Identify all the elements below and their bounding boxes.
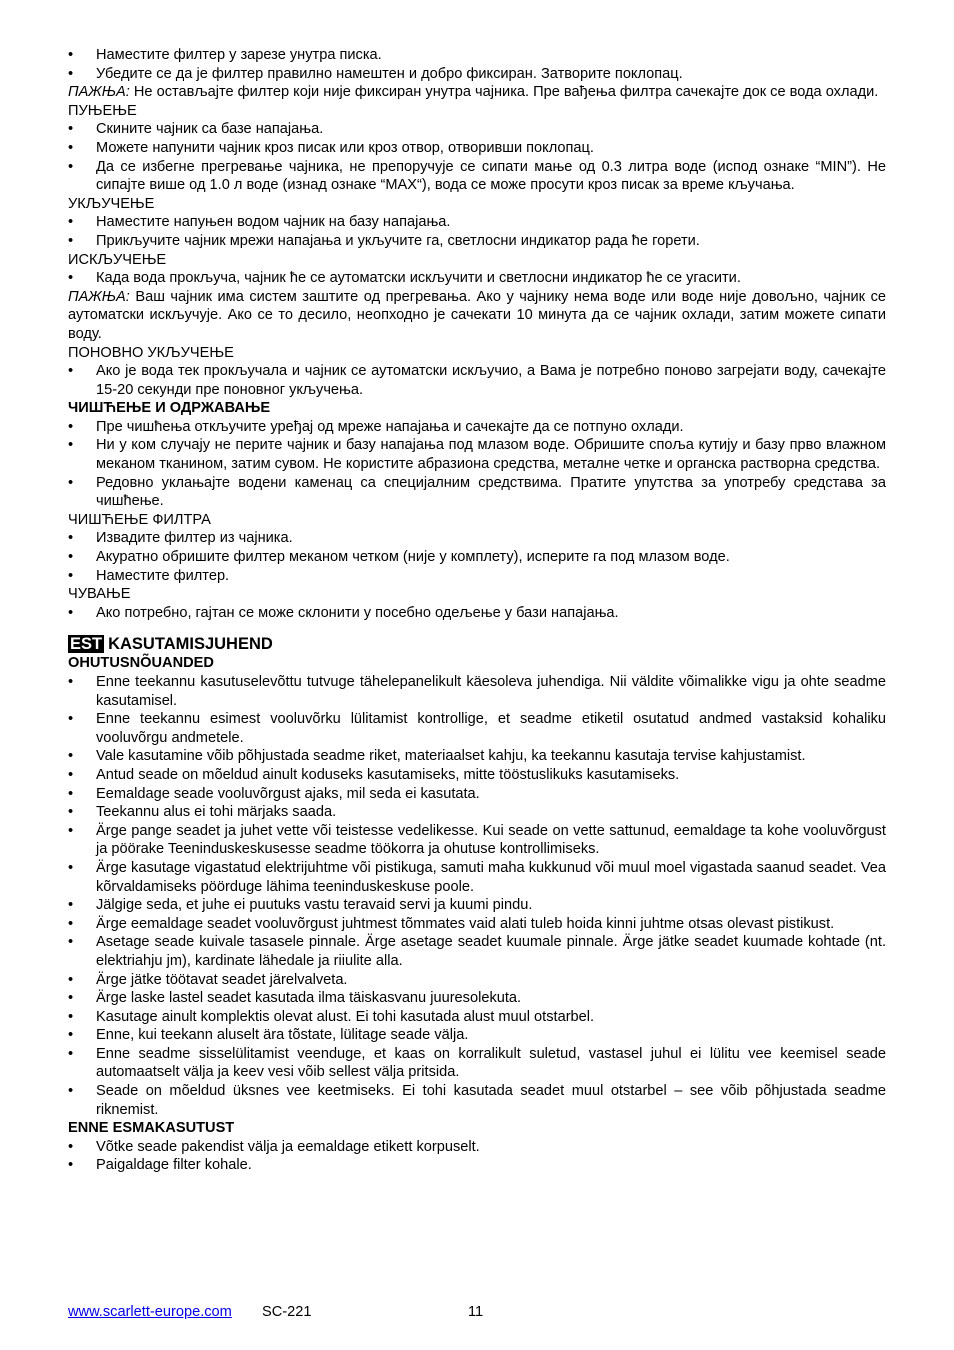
section-heading-before-use: ENNE ESMAKASUTUST bbox=[68, 1120, 235, 1137]
section-heading-cleaning: ЧИШЋЕЊЕ И ОДРЖАВАЊЕ bbox=[68, 400, 271, 417]
warning-label: ПАЖЊА: bbox=[68, 84, 130, 101]
list-item: • Ни у ком случају не перите чајник и базу напајања под млазом воде. Обришите споља кутију и базу прво влажном меканом тканином, затим сувом. Не користите абразиона средства, металне четке и органска растворна средства. bbox=[68, 436, 886, 473]
list-item: • Ärge jätke töötavat seadet järelvalveta. bbox=[68, 971, 886, 990]
model-number: SC-221 bbox=[262, 1304, 312, 1320]
list-item: • Пре чишћења откључите уређај од мреже напајања и сачекајте да се потпуно охлади. bbox=[68, 418, 886, 437]
list-item: • Enne, kui teekann aluselt ära tõstate, lülitage seade välja. bbox=[68, 1026, 886, 1045]
warning-label: ПАЖЊА: bbox=[68, 288, 130, 305]
list-item: • Ако је вода тек прокључала и чајник се аутоматски искључио, а Вама је потребно поново загрејати воду, сачекајте 15-20 секунди пре поновног укључења. bbox=[68, 362, 886, 399]
list-item: • Asetage seade kuivale tasasele pinnale. Ärge asetage seadet kuumale pinnale. Ärge jätke seadet kuumade kohtade (nt. elektriahju jm), kardinate lähedale ja riiulite alla. bbox=[68, 933, 886, 970]
list-item: • Наместите филтер. bbox=[68, 567, 886, 586]
list-item: • Kasutage ainult komplektis olevat alust. Ei tohi kasutada alust muul otstarbel. bbox=[68, 1008, 886, 1027]
warning-paragraph bbox=[68, 83, 886, 102]
list-item: • Ärge kasutage vigastatud elektrijuhtme või pistikuga, samuti maha kukkunud või muul moel vigastada saanud seadet. Vea kõrvaldamiseks pöörduge lähima teeninduskeskuse poole. bbox=[68, 859, 886, 896]
list-item: • Можете напунити чајник кроз писак или кроз отвор, отворивши поклопац. bbox=[68, 139, 886, 158]
section-heading-safety: OHUTUSNÕUANDED bbox=[68, 655, 214, 672]
list-item: • Да се избегне прегревање чајника, не препоручује се сипати мање од 0.3 литра воде (испод ознаке “MIN”). Не сипајте више од 1.0 л воде (изнад ознаке “MAX“), вода се може просути кроз писак за време кључања. bbox=[68, 158, 886, 195]
manual-title: KASUTAMISJUHEND bbox=[108, 635, 273, 654]
list-item: • Vale kasutamine võib põhjustada seadme riket, materiaalset kahju, ka teekannu kasutaja tervise kahjustamist. bbox=[68, 747, 886, 766]
list-item: • Акуратно обришите филтер меканом четком (није у комплету), исперите га под млазом воде. bbox=[68, 548, 886, 567]
warning-text: Ваш чајник има систем заштите од прегревања. Ако у чајнику нема воде или воде није довољно, чајник се аутоматски искључује. Ако се то десило, неопходно је сачекати 10 минута да се чајник охлади, затим можете сипати воду. bbox=[68, 288, 886, 342]
list-item: • Seade on mõeldud üksnes vee keetmiseks. Ei tohi kasutada seadet muul otstarbel – see võib põhjustada seadme riknemist. bbox=[68, 1082, 886, 1119]
section-heading-off: ИСКЉУЧЕЊЕ bbox=[68, 251, 167, 268]
list-item: • Enne teekannu esimest vooluvõrku lülitamist kontrollige, et seadme etiketil osutatud andmed vastaksid kohaliku vooluvõrgu andmetele. bbox=[68, 710, 886, 747]
warning-paragraph bbox=[68, 288, 886, 344]
list-item: • Наместите филтер у зарезе унутра писка. bbox=[68, 46, 886, 65]
list-item: • Ärge pange seadet ja juhet vette või teistesse vedelikesse. Kui seade on vette sattunud, eemaldage ta kohe vooluvõrgust ja pöörake Teeninduskeskusesse seadme töökorra ja ohutuse kontrollimiseks. bbox=[68, 822, 886, 859]
list-item: • Võtke seade pakendist välja ja eemaldage etikett korpuselt. bbox=[68, 1138, 886, 1157]
list-item: • Eemaldage seade vooluvõrgust ajaks, mil seda ei kasutata. bbox=[68, 785, 886, 804]
list-item: • Ärge eemaldage seadet vooluvõrgust juhtmest tõmmates vaid alati tuleb hoida kinni juhtme otsas olevast pistikust. bbox=[68, 915, 886, 934]
list-item: • Enne teekannu kasutuselevõttu tutvuge tähelepanelikult käesoleva juhendiga. Nii väldite võimalikke vigu ja ohte seadme kasutamisel. bbox=[68, 673, 886, 710]
page-number: 11 bbox=[468, 1304, 484, 1320]
language-tag: EST bbox=[70, 635, 103, 654]
list-item: • Jälgige seda, et juhe ei puutuks vastu teravaid servi ja kuumi pindu. bbox=[68, 896, 886, 915]
section-heading-storage: ЧУВАЊЕ bbox=[68, 586, 131, 603]
language-section-title bbox=[68, 634, 886, 654]
list-item: • Paigaldage filter kohale. bbox=[68, 1156, 886, 1175]
section-heading-on: УКЉУЧЕЊЕ bbox=[68, 195, 155, 212]
section-heading-filling: ПУЊЕЊЕ bbox=[68, 102, 137, 119]
list-item: • Редовно уклањајте водени каменац са специјалним средствима. Пратите упутства за употребу средстава за чишћење. bbox=[68, 474, 886, 511]
list-item: • Убедите се да је филтер правилно намештен и добро фиксиран. Затворите поклопац. bbox=[68, 65, 886, 84]
list-item: • Када вода прокључа, чајник ће се аутоматски искључити и светлосни индикатор ће се угасити. bbox=[68, 269, 886, 288]
page-footer bbox=[68, 1304, 886, 1324]
document-page bbox=[68, 46, 886, 1175]
list-item: • Antud seade on mõeldud ainult koduseks kasutamiseks, mitte tööstuslikuks kasutamiseks. bbox=[68, 766, 886, 785]
warning-text: Не остављајте филтер који није фиксиран унутра чајника. Пре вађења филтра сачекајте док се вода охлади. bbox=[129, 84, 879, 101]
section-heading-filter: ЧИШЋЕЊЕ ФИЛТРА bbox=[68, 511, 211, 528]
list-item: • Прикључите чајник мрежи напајања и укључите га, светлосни индикатор рада ће горети. bbox=[68, 232, 886, 251]
list-item: • Скините чајник са базе напајања. bbox=[68, 120, 886, 139]
list-item: • Enne seadme sisselülitamist veenduge, et kaas on korralikult suletud, vastasel juhul ei lülitu vee keemisel seade automaatselt välja ja keev vesi võib sellest välja pritsida. bbox=[68, 1045, 886, 1082]
section-heading-reon: ПОНОВНО УКЉУЧЕЊЕ bbox=[68, 344, 234, 361]
list-item: • Извадите филтер из чајника. bbox=[68, 529, 886, 548]
list-item: • Ärge laske lastel seadet kasutada ilma täiskasvanu juuresolekuta. bbox=[68, 989, 886, 1008]
list-item: • Ако потребно, гајтан се може склонити у посебно одељење у бази напајања. bbox=[68, 604, 886, 623]
website-link[interactable]: www.scarlett-europe.com bbox=[68, 1304, 232, 1320]
list-item: • Teekannu alus ei tohi märjaks saada. bbox=[68, 803, 886, 822]
list-item: • Наместите напуњен водом чајник на базу напајања. bbox=[68, 213, 886, 232]
